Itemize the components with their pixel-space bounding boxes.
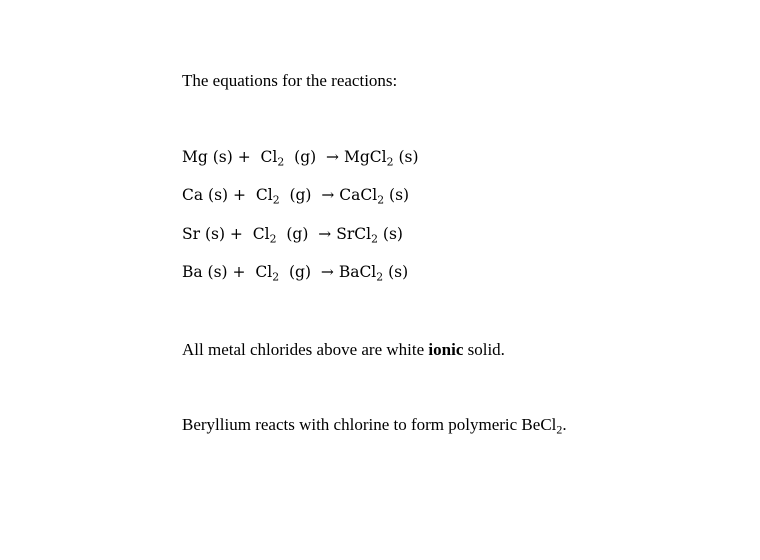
equation-ba: [182, 263, 409, 284]
chlorine: $Cl_2$: [260, 148, 285, 169]
equation-sr: [182, 225, 403, 246]
arrow-icon: →: [326, 148, 340, 166]
reactants: Ba (s) +: [182, 263, 246, 281]
state: (s): [389, 186, 410, 204]
chlorine: $Cl_2$: [255, 263, 280, 284]
product: SrCl$_2$: [336, 225, 378, 246]
state: (g): [288, 263, 312, 281]
emphasis-ionic: ionic: [428, 340, 464, 359]
state: (s): [388, 263, 409, 281]
equation-ca: [182, 186, 410, 207]
statement-ionic: All metal chlorides above are white ionic solid.: [182, 340, 505, 359]
chlorine: $Cl_2$: [255, 186, 280, 207]
state: (s): [382, 225, 403, 243]
product: BaCl$_2$: [338, 263, 384, 284]
equation-mg: [182, 148, 419, 169]
arrow-icon: →: [321, 186, 335, 204]
reactants: Ca (s) +: [182, 186, 246, 204]
arrow-icon: →: [318, 225, 332, 243]
state: (g): [289, 186, 312, 204]
reactants: Sr (s) +: [182, 225, 243, 243]
product: MgCl$_2$: [343, 148, 394, 169]
arrow-icon: →: [320, 263, 334, 281]
product: CaCl$_2$: [339, 186, 385, 207]
state: (g): [294, 148, 317, 166]
heading: The equations for the reactions:: [182, 71, 398, 90]
state: (s): [398, 148, 419, 166]
reactants: Mg (s) +: [182, 148, 251, 166]
state: (g): [286, 225, 309, 243]
chlorine: $Cl_2$: [252, 225, 277, 246]
statement-beryllium: Beryllium reacts with chlorine to form polymeric BeCl$_2$.: [182, 415, 567, 437]
